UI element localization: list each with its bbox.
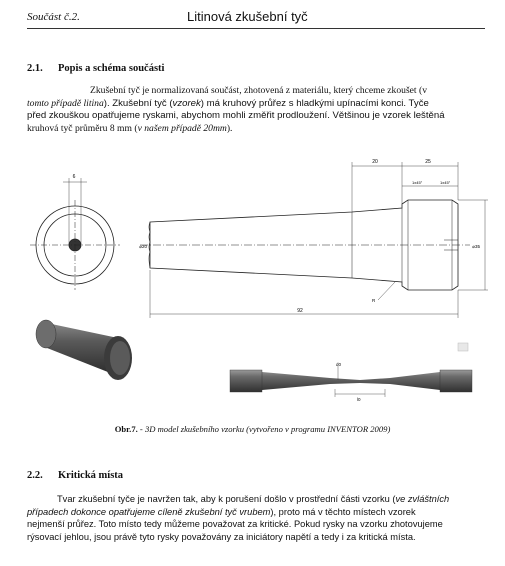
dim-92: 92 [297,308,303,314]
header-rule [27,28,485,29]
dim-25: 25 [425,159,431,165]
section-2-number: 2.2. [27,470,43,481]
s1-line-1: Zkušební tyč je normalizovaná součást, zhotovená z materiálu, který chceme zkoušet (v [90,85,427,96]
specimen-3d [230,366,472,397]
section-1-paragraph [27,85,485,135]
dim-l0: l0 [357,397,361,402]
dim-chamfer-1: 1x45° [412,180,423,185]
s2-line-2: případech dokonce opatřujeme cíleně zkušební tyč vrubem), proto má v těchto místech vzorek [27,506,416,517]
side-view [140,162,488,318]
section-1-number: 2.1. [27,63,43,74]
document-title: Litinová zkušební tyč [187,9,308,24]
section-1-heading [27,63,165,74]
technical-drawing [0,150,505,420]
iso-view-3d [36,320,132,380]
dim-r: R [372,298,376,303]
end-view [30,178,120,290]
caption-label: Obr.7. [114,424,138,434]
dim-d35: ⌀35 [472,244,480,249]
s1-line-4: kruhová tyč průměru 8 mm (v našem případě 20mm). [27,122,233,134]
s2-line-4: rýsovací jehlou, jsou právě tyto rysky považovány za iniciátory napětí a tedy i za kritická místa. [27,531,416,542]
s1-line-2: tomto případě litina). Zkušební tyč (vzorek) má kruhový průřez s hladkými upínacími konci. Tyče [27,97,429,109]
s2-line-3: nejmenší průřez. Toto místo tedy můžeme považovat za kritické. Pokud rysky na vzorku zhotovujeme [27,519,443,530]
figure-caption [0,424,505,434]
section-1-title: Popis a schéma součásti [58,63,165,74]
dim-d20: ⌀20 [139,244,147,249]
section-2-title: Kritická místa [58,470,124,481]
dim-6: 6 [72,174,76,180]
caption-text: - 3D model zkušebního vzorku (vytvořeno v programu INVENTOR 2009) [137,424,391,434]
section-2-paragraph [27,493,487,543]
dim-chamfer-2: 1x45° [440,180,451,185]
figure-thumbnail-icon [458,343,468,351]
part-number: Součást č.2. [27,11,80,23]
dim-d0: d0 [336,362,342,367]
dim-20: 20 [372,159,378,165]
s2-line-1: Tvar zkušební tyče je navržen tak, aby k porušení došlo v prostřední části vzorku (ve zvláštních [57,494,450,504]
s1-line-3: před zkouškou opatřujeme ryskami, abychom mohli změřit prodloužení. Většinou je vzorek leštěná [27,110,445,122]
section-2-heading [27,470,124,481]
